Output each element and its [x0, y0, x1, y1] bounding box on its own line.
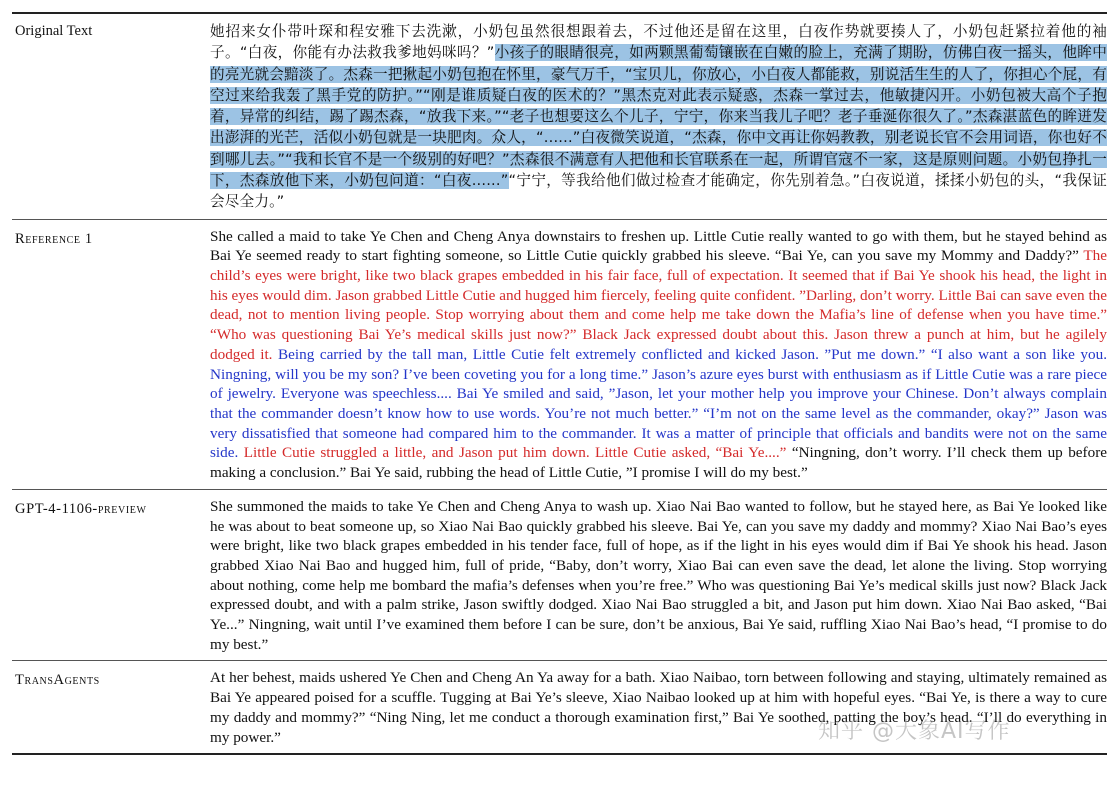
original-text-pre: 她招来女仆带叶琛和程安雅下去洗漱，小奶包虽然很想跟着去，不过他还是留在这里，白夜作势就要揍人了，小奶包赶紧拉着他的袖子。“白夜，你能有办法救我爹地妈咪吗？” — [210, 23, 1107, 62]
watermark: 知乎 @大象AI写作 — [818, 719, 1011, 744]
row-reference — [12, 220, 1107, 489]
transagents-cell: At her behest, maids ushered Ye Chen and Cheng An Ya away for a bath. Xiao Naibao, torn between following and staying, ultimately remained as Bai Ye appeared poised for a scuffle. Tugging at Bai Ye’s sleeve, Xiao Naibao looked up at him with hopeful eyes. “Bai Ye, is there a way to cure my daddy and mommy?” “Ning Ning, let me conduct a thorough examination first,” Bai Ye soothed, patting the boy’s head. “I’ll do everything in my power.” — [210, 669, 1107, 746]
reference-cell — [210, 220, 1107, 489]
gpt4-cell: She summoned the maids to take Ye Chen and Cheng Anya to wash up. Xiao Nai Bao wanted to follow, but he stayed here, as Bai Ye looked like he was about to beat someone up, so Xiao Nai Bao quickly grabbed his sleeve. Bai Ye, can you save my daddy and mommy? Xiao Nai Bao’s eyes were bright, like two black grapes embedded in his tender face, full of hope, as if the light in his eyes would dim if Bai Ye shook his head. Jason grabbed Xiao Nai Bao and hugged him, full of pride, “Baby, don’t worry, Xiao Bai can even save the dead, let alone the living. Stop worrying about nothing, come help me bombard the mafia’s defenses when you’re free.” Who was questioning Bai Ye’s medical skills just now? Black Jack expressed doubt, and with a palm strike, Jason swiftly dodged. Xiao Nai Bao struggled a bit, and Jason put him down. Xiao Nai Bao asked, “Bai Ye...” Ningning, wait until I’ve examined them before I can be sure, don’t be anxious, Bai Ye said, ruffling Xiao Nai Bao’s head, “I promise to do my best.” — [210, 497, 1107, 653]
label-reference: Reference 1 — [15, 230, 93, 247]
label-transagents: TransAgents — [15, 672, 100, 689]
bottom-rule — [12, 753, 1107, 755]
original-text-highlighted[interactable]: 小孩子的眼睛很亮，如两颗黑葡萄镶嵌在白嫩的脸上，充满了期盼，仿佛白夜一摇头，他眸中的亮光就会黯淡了。杰森一把揪起小奶包抱在怀里，豪气万千，“宝贝儿，你放心，小白夜人都能救，别说活生生的人了，你担心个屁，有空过来给我轰了黑手党的防护。”“刚是谁质疑白夜的医术的？”黑杰克对此表示疑惑，杰森一掌过去，他敏捷闪开。小奶包被大高个子抱着，异常的纠结，踢了踢杰森，“放我下来。”“老子也想要这么个儿子，宁宁，你来当我儿子吧？老子垂涎你很久了。”杰森湛蓝色的眸迸发出澎湃的光芒，活似小奶包就是一块肥肉。众人，“......”白夜微笑说道，“杰森，你中文再让你妈教教，别老说长官不会用词语，你也好不到哪儿去。”“我和长官不是一个级别的好吧？”杰森很不满意有人把他和长官联系在一起，所谓官寇不一家，这是原则问题。小奶包挣扎一下，杰森放他下来，小奶包问道：“白夜......” — [210, 44, 1107, 190]
row-gpt4 — [12, 490, 1107, 661]
reference-seg-3-blue: Being carried by the tall man, Little Cutie felt extremely conflicted and kicked Jason. ”Put me down.” “I also want a son like you. Ningning, will you be my son? I’ve been coveting you for a long time.” Jason’s azure eyes burst with enthusiasm as if Little Cutie was a rare piece of jewelry. Everyone was speechless.... Bai Ye smiled and said, ”Jason, let your mother help you improve your Chinese. Don’t always complain that the commander doesn’t know how to use words. You’re not much better.” “I’m not on the same level as the commander, okay?” Jason was very dissatisfied that someone had compared him to the commander. It was a matter of principle that officials and bandits were not on the same side. — [210, 345, 1107, 462]
original-text-cell — [210, 14, 1107, 219]
row-transagents — [12, 661, 1107, 753]
comparison-table — [12, 12, 1107, 755]
label-gpt4: GPT-4-1106-preview — [15, 500, 147, 517]
original-text-post: “宁宁，等我给他们做过检查才能确定，你先别着急。”白夜说道，揉揉小奶包的头，“我保证会尽全力。” — [210, 172, 1107, 211]
reference-seg-1: She called a maid to take Ye Chen and Cheng Anya downstairs to freshen up. Little Cutie really wanted to go with them, but he stayed behind as Bai Ye seemed ready to start fighting someone, so Little Cutie quickly grabbed his sleeve. “Bai Ye, can you save my Mommy and Daddy?” — [210, 227, 1107, 265]
label-original-text: Original Text — [15, 23, 93, 39]
reference-seg-5: “Ningning, don’t worry. I’ll check them up before making a conclusion.” Bai Ye said, rubbing the head of Little Cutie, ”I promise I will do my best.” — [210, 444, 1107, 482]
reference-seg-2-red: The child’s eyes were bright, like two black grapes embedded in his fair face, full of expectation. It seemed that if Bai Ye shook his head, the light in his eyes would dim. Jason grabbed Little Cutie and hugged him fiercely, feeling quite confident. ”Darling, don’t worry. Little Bai can save even the dead, not to mention living people. Stop worrying about them and come help me take down the Mafia’s line of defense when you have time.” “Who was questioning Bai Ye’s medical skills just now?” Black Jack expressed doubt about this. Jason threw a punch at him, but he agilely dodged it. — [210, 247, 1107, 363]
reference-seg-4-red: Little Cutie struggled a little, and Jason put him down. Little Cutie asked, “Bai Ye....” — [243, 444, 792, 462]
row-original-text — [12, 14, 1107, 219]
